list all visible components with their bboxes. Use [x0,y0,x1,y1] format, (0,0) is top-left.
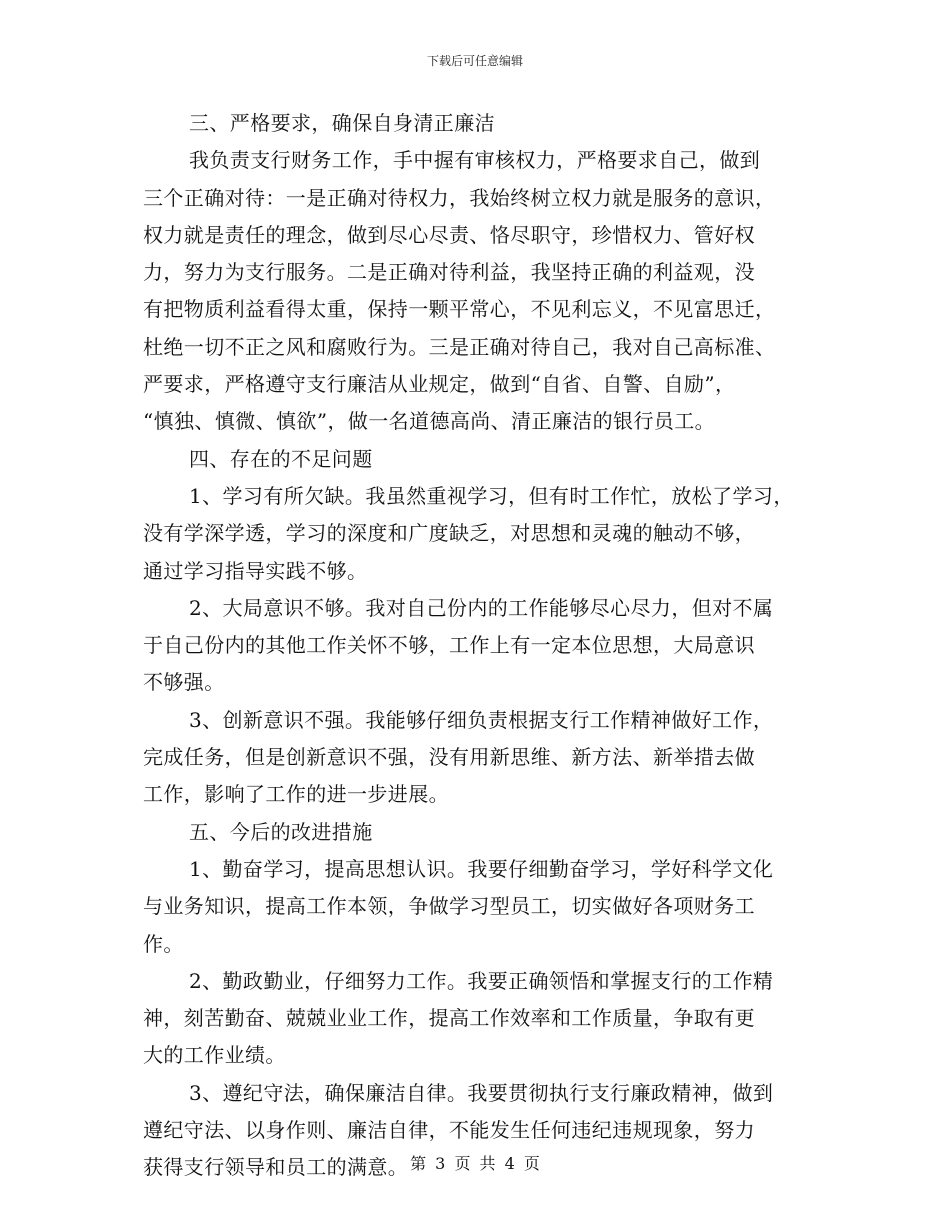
text-line: 权力就是责任的理念，做到尽心尽责、恪尽职守，珍惜权力、管好权 [143,222,755,247]
text-line: 与业务知识，提高工作本领，争做学习型员工，切实做好各项财务工 [143,894,755,919]
text-line: 3、创新意识不强。我能够仔细负责根据支行工作精神做好工作， [189,707,774,732]
text-line: 力，努力为支行服务。二是正确对待利益，我坚持正确的利益观，没 [143,260,755,285]
text-line: “慎独、慎微、慎欲”，做一名道德高尚、清正廉洁的银行员工。 [143,409,716,434]
text-line: 完成任务，但是创新意识不强，没有用新思维、新方法、新举措去做 [143,745,755,770]
text-line: 2、大局意识不够。我对自己份内的工作能够尽心尽力，但对不属 [189,595,774,620]
text-line: 四、存在的不足问题 [189,446,373,471]
text-line: 不够强。 [143,670,225,695]
text-line: 1、学习有所欠缺。我虽然重视学习，但有时工作忙，放松了学习， [189,483,794,508]
text-line: 五、今后的改进措施 [189,819,373,844]
text-line: 三个正确对待：一是正确对待权力，我始终树立权力就是服务的意识， [143,185,776,210]
text-line: 神，刻苦勤奋、兢兢业业工作，提高工作效率和工作质量，争取有更 [143,1006,755,1031]
text-line: 有把物质利益看得太重，保持一颗平常心，不见利忘义，不见富思迁， [143,297,776,322]
text-line: 1、勤奋学习，提高思想认识。我要仔细勤奋学习，学好科学文化 [189,856,774,881]
text-line: 遵纪守法、以身作则、廉洁自律，不能发生任何违纪违规现象，努力 [143,1118,755,1143]
page-header: 下载后可任意编辑 [426,54,523,68]
text-line: 作。 [143,931,184,956]
text-line: 通过学习指导实践不够。 [143,558,368,583]
text-line: 杜绝一切不正之风和腐败行为。三是正确对待自己，我对自己高标准、 [143,334,776,359]
page-footer: 第 3 页 共 4 页 [410,1154,540,1173]
text-line: 2、勤政勤业，仔细努力工作。我要正确领悟和掌握支行的工作精 [189,968,774,993]
text-line: 于自己份内的其他工作关怀不够，工作上有一定本位思想，大局意识 [143,633,755,658]
text-line: 没有学深学透，学习的深度和广度缺乏，对思想和灵魂的触动不够， [143,521,755,546]
text-line: 三、严格要求，确保自身清正廉洁 [189,111,495,135]
text-line: 3、遵纪守法，确保廉洁自律。我要贯彻执行支行廉政精神，做到 [189,1080,774,1105]
text-line: 获得支行领导和员工的满意。 [143,1155,409,1180]
text-line: 我负责支行财务工作，手中握有审核权力，严格要求自己，做到 [189,148,761,173]
text-line: 大的工作业绩。 [143,1043,286,1068]
text-line: 严要求，严格遵守支行廉洁从业规定，做到“自省、自警、自励”， [143,372,736,397]
text-line: 工作，影响了工作的进一步进展。 [143,782,449,807]
document-body [143,105,823,1187]
